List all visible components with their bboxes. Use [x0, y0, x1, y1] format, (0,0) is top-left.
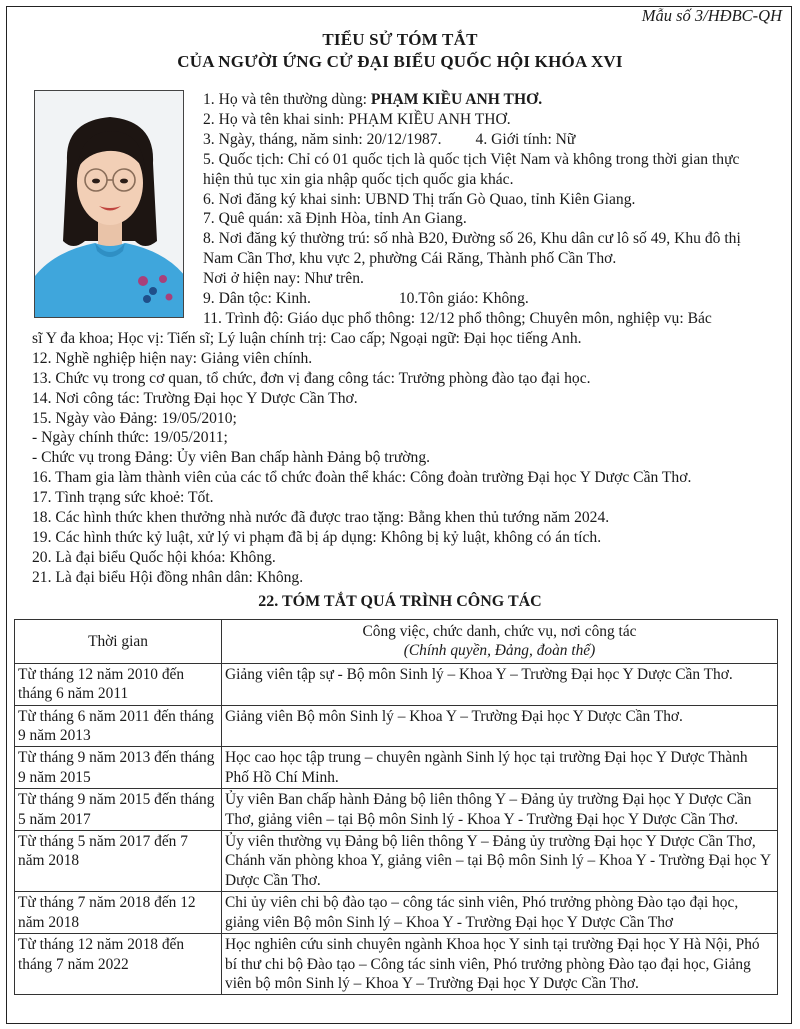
- row-work: Học nghiên cứu sinh chuyên ngành Khoa học Y sinh tại trường Đại học Y Hà Nội, Phó bí thư chi bộ Đào tạo – Công tác sinh viên, Phó trưởng phòng Đào tạo đại học, Giảng viên bộ môn Sinh lý – Khoa Y – Trường Đại học Y Dược Cần Thơ.: [222, 934, 778, 995]
- header-work-sub: (Chính quyền, Đảng, đoàn thể): [403, 642, 596, 660]
- row-time: Từ tháng 5 năm 2017 đến 7 năm 2018: [15, 831, 222, 892]
- row-time: Từ tháng 9 năm 2013 đến tháng 9 năm 2015: [15, 747, 222, 789]
- item-15: 15. Ngày vào Đảng: 19/05/2010;: [32, 409, 237, 427]
- item-6: 6. Nơi đăng ký khai sinh: UBND Thị trấn Gò Quao, tỉnh Kiên Giang.: [203, 190, 636, 208]
- table-row: [15, 705, 778, 747]
- row-work: Giảng viên tập sự - Bộ môn Sinh lý – Khoa Y – Trường Đại học Y Dược Cần Thơ.: [222, 663, 778, 705]
- header-work: Công việc, chức danh, chức vụ, nơi công tác (Chính quyền, Đảng, đoàn thể): [222, 620, 778, 664]
- item-13: 13. Chức vụ trong cơ quan, tổ chức, đơn vị đang công tác: Trưởng phòng đào tạo đại học.: [32, 369, 591, 387]
- document-subtitle: CỦA NGƯỜI ỨNG CỬ ĐẠI BIỂU QUỐC HỘI KHÓA XVI: [177, 52, 623, 71]
- item-15-official-date: - Ngày chính thức: 19/05/2011;: [32, 429, 228, 447]
- item-3-4: 3. Ngày, tháng, năm sinh: 20/12/1987. 4. Giới tính: Nữ: [203, 130, 576, 148]
- document-title: TIỂU SỬ TÓM TẮT: [322, 30, 478, 49]
- work-history-table: [14, 619, 778, 995]
- item-17: 17. Tình trạng sức khoẻ: Tốt.: [32, 489, 214, 507]
- row-time: Từ tháng 7 năm 2018 đến 12 năm 2018: [15, 892, 222, 934]
- row-time: Từ tháng 9 năm 2015 đến tháng 5 năm 2017: [15, 789, 222, 831]
- item-7: 7. Quê quán: xã Định Hòa, tỉnh An Giang.: [203, 210, 467, 228]
- candidate-name: PHẠM KIỀU ANH THƠ.: [370, 91, 543, 108]
- item-21: 21. Là đại biểu Hội đồng nhân dân: Không.: [32, 568, 304, 586]
- form-number: Mẫu số 3/HĐBC-QH: [641, 6, 782, 25]
- table-row: [15, 663, 778, 705]
- table-row: [15, 892, 778, 934]
- item-8: 8. Nơi đăng ký thường trú: số nhà B20, Đường số 26, Khu dân cư lô số 49, Khu đô thị Nam Cần Thơ, khu vực 2, phường Cái Răng, Thành phố Cần Thơ.: [203, 230, 741, 268]
- candidate-info: [32, 90, 762, 588]
- table-header-row: [15, 620, 778, 664]
- table-row: [15, 789, 778, 831]
- item-18: 18. Các hình thức khen thưởng nhà nước đã được trao tặng: Bằng khen thủ tướng năm 2024.: [32, 509, 610, 527]
- row-time: Từ tháng 12 năm 2018 đến tháng 7 năm 2022: [15, 934, 222, 995]
- row-time: Từ tháng 6 năm 2011 đến tháng 9 năm 2013: [15, 705, 222, 747]
- header-time: Thời gian: [15, 620, 222, 664]
- item-5: 5. Quốc tịch: Chỉ có 01 quốc tịch là quốc tịch Việt Nam và không trong thời gian thực hiện thủ tục xin gia nhập quốc tịch quốc gia khác.: [203, 150, 740, 188]
- item-1: 1. Họ và tên thường dùng: PHẠM KIỀU ANH THƠ.: [203, 91, 543, 108]
- item-19: 19. Các hình thức kỷ luật, xử lý vi phạm đã bị áp dụng: Không bị kỷ luật, không có án tích.: [32, 528, 602, 546]
- row-work: Học cao học tập trung – chuyên ngành Sinh lý học tại trường Đại học Y Dược Thành Phố Hồ Chí Minh.: [222, 747, 778, 789]
- item-16: 16. Tham gia làm thành viên của các tổ chức đoàn thể khác: Công đoàn trường Đại học Y Dược Cần Thơ.: [32, 469, 692, 487]
- item-11-line2: sĩ Y đa khoa; Học vị: Tiến sĩ; Lý luận chính trị: Cao cấp; Ngoại ngữ: Đại học tiếng Anh.: [32, 329, 582, 347]
- row-time: Từ tháng 12 năm 2010 đến tháng 6 năm 2011: [15, 663, 222, 705]
- item-14: 14. Nơi công tác: Trường Đại học Y Dược Cần Thơ.: [32, 389, 358, 407]
- row-work: Ủy viên thường vụ Đảng bộ liên thông Y – Đảng ủy trường Đại học Y Dược Cần Thơ, Chánh văn phòng khoa Y, giảng viên – tại Bộ môn Sinh lý – Khoa Y - Trường Đại học Y Dược Cần Thơ.: [222, 831, 778, 892]
- table-row: [15, 831, 778, 892]
- section-22-title: 22. TÓM TẮT QUÁ TRÌNH CÔNG TÁC: [258, 593, 542, 610]
- table-row: [15, 934, 778, 995]
- item-8-current-residence: Nơi ở hiện nay: Như trên.: [203, 270, 364, 288]
- row-work: Giảng viên Bộ môn Sinh lý – Khoa Y – Trường Đại học Y Dược Cần Thơ.: [222, 705, 778, 747]
- item-11-line1: 11. Trình độ: Giáo dục phổ thông: 12/12 phổ thông; Chuyên môn, nghiệp vụ: Bác: [203, 309, 712, 327]
- item-20: 20. Là đại biểu Quốc hội khóa: Không.: [32, 548, 276, 566]
- table-row: [15, 747, 778, 789]
- item-2: 2. Họ và tên khai sinh: PHẠM KIỀU ANH THƠ.: [203, 110, 511, 128]
- item-12: 12. Nghề nghiệp hiện nay: Giảng viên chính.: [32, 349, 313, 367]
- row-work: Chi ủy viên chi bộ đào tạo – công tác sinh viên, Phó trưởng phòng Đào tạo đại học, giảng viên Bộ môn Sinh lý – Khoa Y - Trường Đại học Y Dược Cần Thơ: [222, 892, 778, 934]
- item-15-party-position: - Chức vụ trong Đảng: Ủy viên Ban chấp hành Đảng bộ trường.: [32, 449, 431, 467]
- row-work: Ủy viên Ban chấp hành Đảng bộ liên thông Y – Đảng ủy trường Đại học Y Dược Cần Thơ, giảng viên – tại Bộ môn Sinh lý - Khoa Y - Trường Đại học Y Dược Cần Thơ.: [222, 789, 778, 831]
- item-9-10: 9. Dân tộc: Kinh. 10.Tôn giáo: Không.: [203, 290, 529, 308]
